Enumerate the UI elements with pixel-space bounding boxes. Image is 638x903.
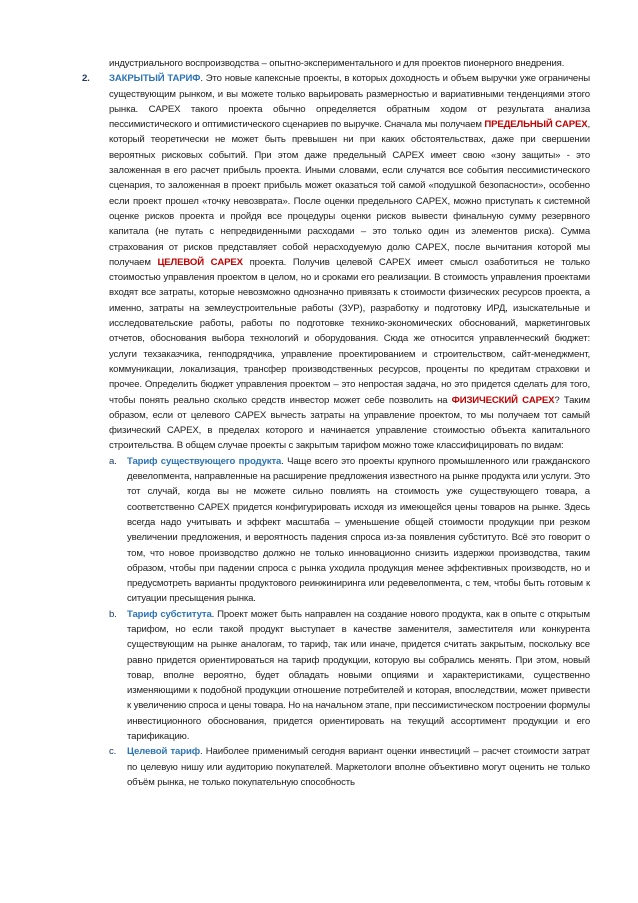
term-closed-tariff: ЗАКРЫТЫЙ ТАРИФ [109,73,201,85]
highlight-target-capex: ЦЕЛЕВОЙ CAPEX [157,256,243,268]
list-number: 2. [82,73,90,85]
sub-item-text [127,454,590,607]
list-item-closed-tariff [82,71,590,453]
text-segment: . Проект может быть направлен на создание нового продукта, как в опыте с открытым тарифом, но если такой продукт выступает в качестве заменителя, заместителя или конкурента существующим на рынке аналогам, то тариф, так или иначе, придется считать закрытым, поскольку все равно придется ориентироваться на тариф продукции, которую вы собрались менять. При этом, новый товар, вполне вероятно, будет обладать новыми опциями и характеристиками, существенно изменяющими к подобной продукции отношение потребителей и которая, впоследствии, может привести к увеличению спроса и цены товара. Но на начальном этапе, при пессимистическом построении формулы инвестиционного обоснования, придется ориентировать на текущий ассортимент продукции и его тарификацию. [127,608,591,743]
text-segment: . Чаще всего это проекты крупного промышленного или гражданского девелопмента, направленные на расширение предложения известного на рынке продукта или услуги. Это тот случай, когда вы не можете сильно повлиять на стоимость уже существующего товара, а соответственно CAPEX придется конфигурировать исходя из имеющейся цены товаров на рынке. Здесь всегда надо учитывать и эффект масштаба – уменьшение общей стоимости продукции при резком увеличении предложения, и вероятность падения спроса из-за появления субституто. Всё это говорит о том, что новое производство должно не только инновационно снизить издержки производства, таким образом, чтобы при падении спроса с рынка уходила продукция менее эффективных производств, но и предусмотреть варианты продуктового реинжиниринга или редевелопмента, с тем, чтобы быть готовым к ситуации пресыщения рынка. [127,455,590,605]
page-content [82,56,590,790]
highlight-limit-capex: ПРЕДЕЛЬНЫЙ CAPEX [484,119,588,131]
term-target-tariff: Целевой тариф [127,746,200,758]
text-segment: ? Таким образом, если от целевого CAPEX вычесть затраты на управление проектом, то мы получаем тот самый физический CAPEX, в пределах которого и начинается управление стоимостью объекта капитального строительства. В общем случае проекты с закрытым тарифом можно тоже классифицировать по видам: [109,394,590,452]
text-segment: . Наиболее применимый сегодня вариант оценки инвестиций – расчет стоимости затрат по целевую нишу или аудиторию покупателей. Маркетологи вполне объективно могут оценить не только объём рынка, не только покупательную способность [127,746,590,788]
sub-item-existing-product [109,454,590,607]
intro-paragraph: индустриального воспроизводства – опытно-экспериментального и для проектов пионерного внедрения. [109,58,565,69]
highlight-physical-capex: ФИЗИЧЕСКИЙ CAPEX [451,394,555,406]
sub-letter: c. [109,746,117,758]
sub-item-substitute [109,607,590,745]
sub-letter: a. [109,455,117,467]
text-segment: , который теоретически не может быть превышен ни при каких обстоятельствах, даже при свершении вероятных рисковых событий. При этом даже предельный CAPEX имеет свою «зону защиты» - это заложенная в его расчет прибыль проекта. Иными словами, если случатся все события пессимистического сценария, то заложенная в проект прибыль может оказаться той самой «подушкой безопасности», особенно если проект прошел «точку невозврата». После оценки предельного CAPEX, можно приступать к системной оценке рисков проекта и пройдя все процедуры оценки рисков вывести финальную сумму резервного капитала (не путать с непредвиденными расходами – это только один из элементов риска). Сумма страхования от рисков представляет собой нерасходуемую долю CAPEX, после вычитания которой мы получаем [109,119,590,268]
text-segment: . Это новые капексные проекты, в которых доходность и объем выручки уже ограничены существующим рынком, и вы можете только варьировать размерностью и вариативными тенденциями этого рынка. CAPEX такого проекта обычно определяется обратным ходом от результата анализа пессимистического и оптимистического сценариев по выручке. Сначала мы получаем [109,73,590,131]
term-substitute-tariff: Тариф субститута [127,608,212,620]
text-segment: проекта. Получив целевой CAPEX имеет смысл озаботиться не только стоимостью управления проектом в целом, но и сроками его реализации. В стоимость управления проектами входят все затраты, которые невозможно однозначно привязать к стоимости физических ресурсов проекта, а именно, затраты на землеустроительные работы (ЗУР), разработку и подготовку ИРД, изыскательные и исследовательские работы, работы по подготовке технико-экономических обоснований, маркетинговых отчетов, обоснования выбора технологий и оборудования. Сюда же относится управленческий бюджет: услуги техзаказчика, генподрядчика, управление проектированием и строительством, сайт-менеджмент, коммуникации, локализация, трансфер производственных ресурсов, проценты по кредитам страховки и прочее. Определить бюджет управления проектом – это непростая задача, но это придется сделать для того, чтобы понять реально сколько средств инвестор может себе позволить на [109,256,590,406]
sub-letter: b. [109,608,117,620]
sub-item-text [127,744,590,790]
sub-item-target [109,744,590,790]
term-existing-product-tariff: Тариф существующего продукта [127,455,282,467]
closed-tariff-text [109,71,590,453]
sub-item-text [127,607,590,745]
